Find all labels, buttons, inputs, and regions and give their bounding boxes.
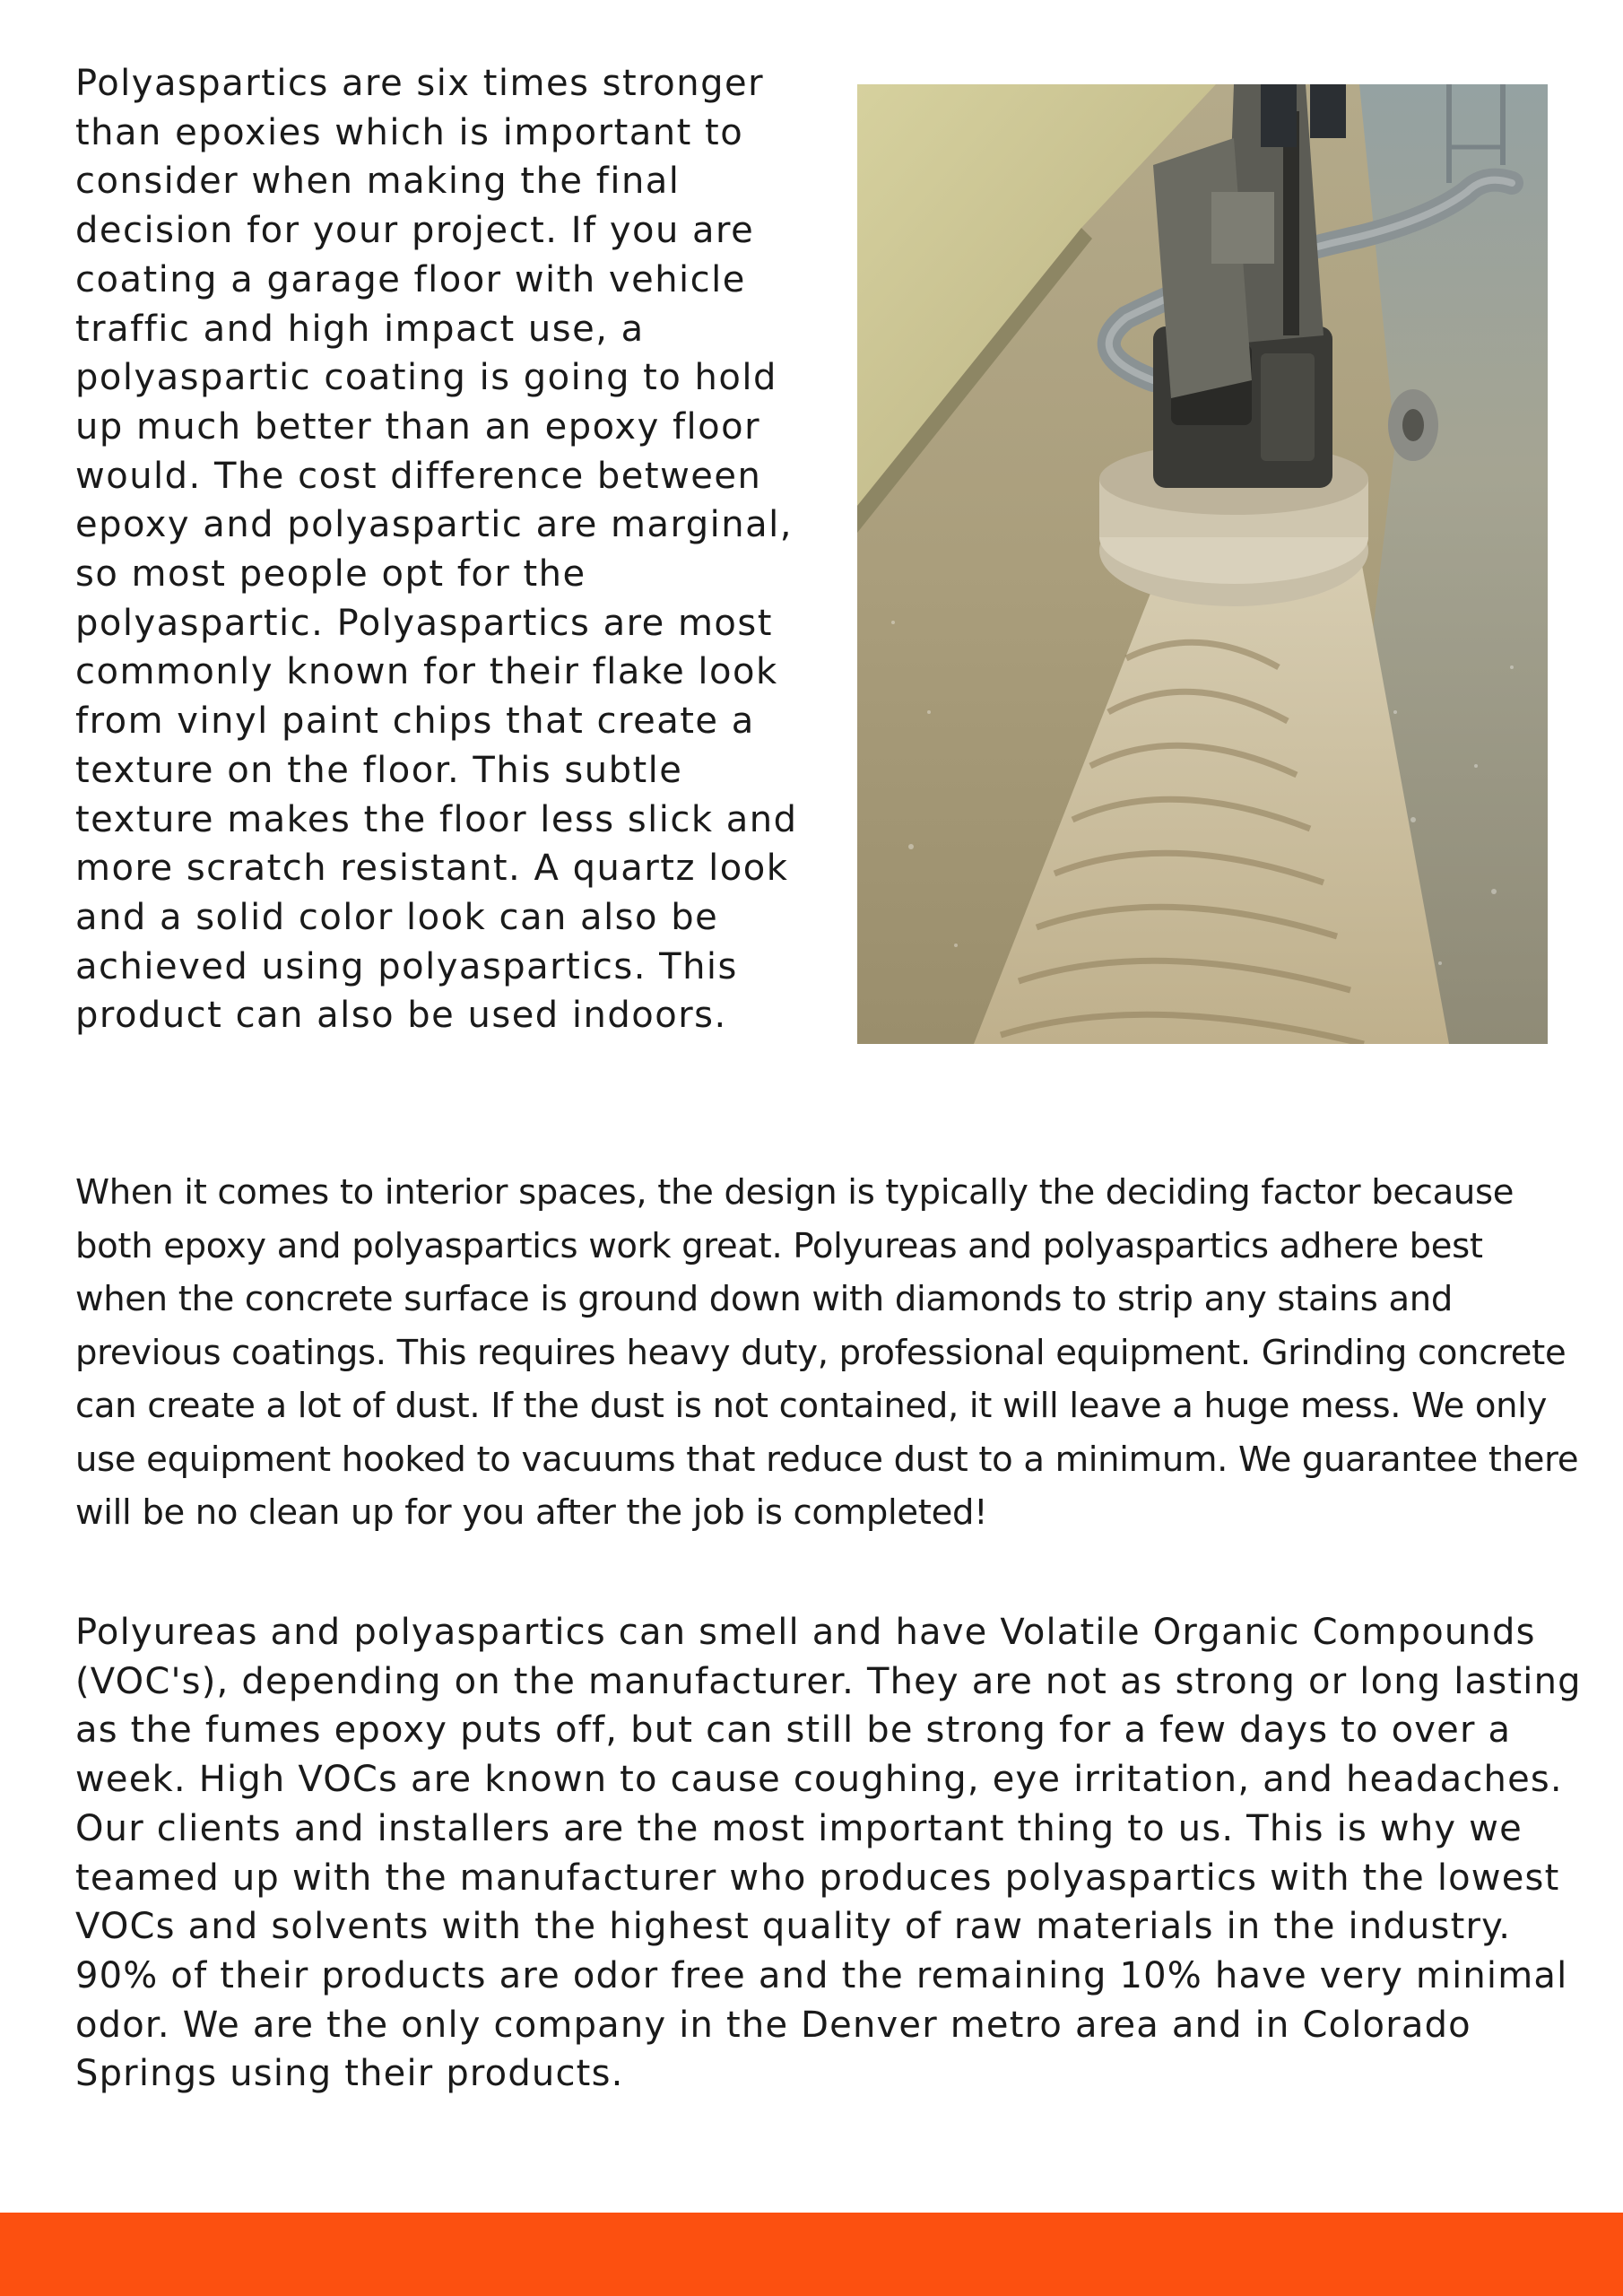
voc-paragraph: Polyureas and polyaspartics can smell and have Volatile Organic Compounds (VOC's), depending on the manufacturer. They are not as strong or long lasting as the fumes epoxy puts off, but can still be strong for a few days to over a week. High VOCs are known to cause coughing, eye irritation, and headaches. Our clients and installers are the most important thing to us. This is why we teamed up with the manufacturer who produces polyaspartics with the lowest VOCs and solvents with the highest quality of raw materials in the industry. 90% of their products are odor free and the remaining 10% have very minimal odor. We are the only company in the Denver metro area and in Colorado Springs using their products.: [75, 1612, 1582, 2095]
interior-spaces-paragraph: When it comes to interior spaces, the design is typically the deciding factor because both epoxy and polyaspartics work great. Polyureas and polyaspartics adhere best when the concrete surface is ground down with diamonds to strip any stains and previous coatings. This requires heavy duty, professional equipment. Grinding concrete can create a lot of dust. If the dust is not contained, it will leave a huge mess. We only use equipment hooked to vacuums that reduce dust to a minimum. We guarantee there will be no clean up for you after the job is completed!: [75, 1172, 1579, 1533]
concrete-grinder-photo: [857, 84, 1548, 1044]
footer-accent-bar: [0, 2213, 1623, 2296]
grinder-on-concrete-illustration: [857, 84, 1548, 1044]
intro-paragraph: Polyaspartics are six times stronger than epoxies which is important to consider when making the final decision for your project. If you are coating a garage floor with vehicle traffic and high impact use, a polyaspartic coating is going to hold up much better than an epoxy floor would. The cost difference between epoxy and polyaspartic are marginal, so most people opt for the polyaspartic. Polyaspartics are most commonly known for their flake look from vinyl paint chips that create a texture on the floor. This subtle texture makes the floor less slick and more scratch resistant. A quartz look and a solid color look can also be achieved using polyaspartics. This product can also be used indoors.: [75, 63, 798, 1037]
